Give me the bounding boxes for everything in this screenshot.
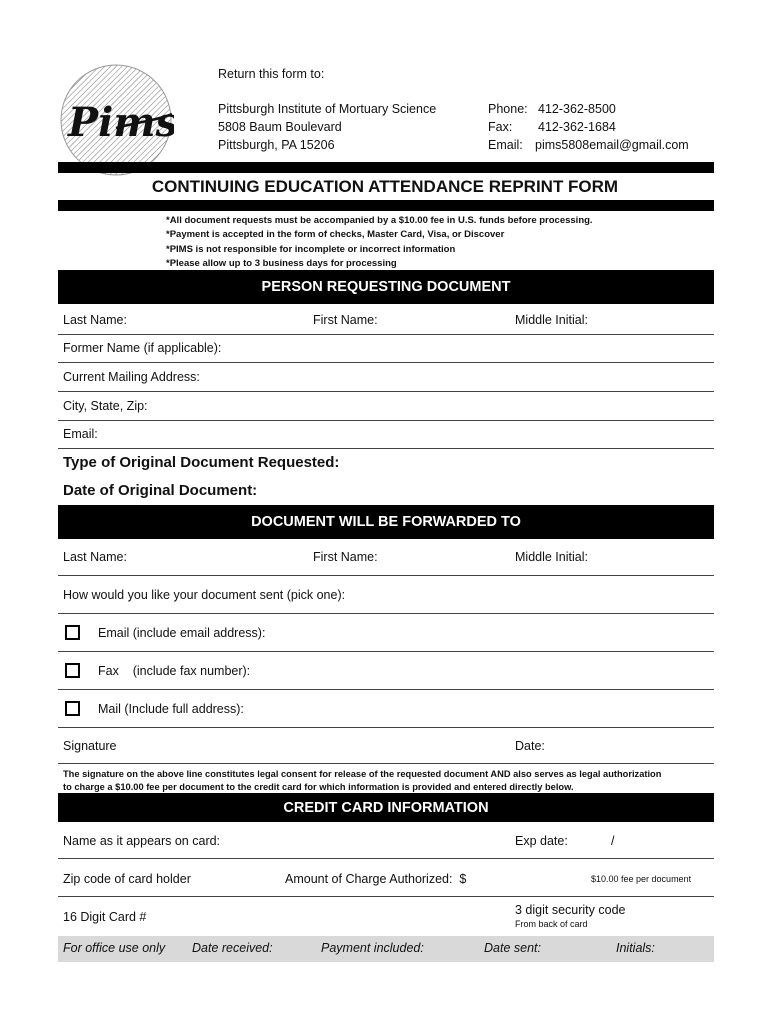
signature-label: Signature	[63, 739, 117, 753]
forward-name-line[interactable]	[58, 575, 714, 576]
phone-label: Phone:	[488, 102, 528, 116]
mail-option-line[interactable]	[58, 727, 714, 728]
date-received-label: Date received:	[192, 941, 273, 955]
requester-email-label: Email:	[63, 427, 98, 441]
doc-type-label: Type of Original Document Requested:	[63, 454, 340, 471]
address-line-2: 5808 Baum Boulevard	[218, 120, 342, 134]
payment-included-label: Payment included:	[321, 941, 424, 955]
city-state-zip-line[interactable]	[58, 420, 714, 421]
amount-authorized-label: Amount of Charge Authorized: $	[285, 872, 467, 886]
fax-option-line[interactable]	[58, 689, 714, 690]
office-use-label: For office use only	[63, 941, 166, 955]
note-4: *Please allow up to 3 business days for processing	[166, 257, 397, 269]
email-value: pims5808email@gmail.com	[535, 138, 689, 152]
fax-label: Fax:	[488, 120, 513, 134]
city-state-zip-label: City, State, Zip:	[63, 399, 148, 413]
fee-note: $10.00 fee per document	[591, 874, 692, 884]
zip-code-label: Zip code of card holder	[63, 872, 191, 886]
mail-option-checkbox[interactable]	[65, 701, 80, 716]
requester-last-name-label: Last Name:	[63, 313, 127, 327]
address-line-1: Pittsburgh Institute of Mortuary Science	[218, 102, 437, 116]
forward-first-name-label: First Name:	[313, 550, 378, 564]
title-bar-bottom	[58, 200, 714, 211]
former-name-label: Former Name (if applicable):	[63, 341, 222, 355]
section-header-requester: PERSON REQUESTING DOCUMENT	[58, 270, 714, 304]
address-line-3: Pittsburgh, PA 15206	[218, 138, 335, 152]
legal-consent-text	[63, 768, 711, 794]
name-on-card-label: Name as it appears on card:	[63, 834, 221, 848]
exp-date-slash: /	[611, 834, 615, 848]
security-code-note: From back of card	[515, 919, 588, 929]
form-title: CONTINUING EDUCATION ATTENDANCE REPRINT FORM	[151, 177, 619, 196]
note-2: *Payment is accepted in the form of checks, Master Card, Visa, or Discover	[166, 229, 505, 241]
requester-email-line[interactable]	[58, 448, 714, 449]
return-label: Return this form to:	[218, 67, 325, 81]
how-sent-line	[58, 613, 714, 614]
phone-value: 412-362-8500	[538, 102, 616, 116]
email-label: Email:	[488, 138, 523, 152]
logo-text: Pims	[68, 99, 174, 146]
name-on-card-line[interactable]	[58, 858, 714, 859]
forward-middle-initial-label: Middle Initial:	[515, 550, 588, 564]
zip-amount-line[interactable]	[58, 896, 714, 897]
email-option-line[interactable]	[58, 651, 714, 652]
email-option-checkbox[interactable]	[65, 625, 80, 640]
office-use-row	[58, 936, 714, 962]
initials-label: Initials:	[616, 941, 655, 955]
pims-logo	[58, 62, 174, 178]
section-header-credit: CREDIT CARD INFORMATION	[58, 793, 714, 822]
card-number-label: 16 Digit Card #	[63, 910, 147, 924]
legal-line-1: The signature on the above line constitutes legal consent for release of the requested document AND also serves as legal authorization	[63, 769, 662, 779]
date-sent-label: Date sent:	[484, 941, 541, 955]
forward-last-name-label: Last Name:	[63, 550, 127, 564]
signature-line[interactable]	[58, 763, 714, 764]
mailing-address-line[interactable]	[58, 391, 714, 392]
fax-option-label: Fax (include fax number):	[98, 664, 251, 678]
exp-date-label: Exp date:	[515, 834, 568, 848]
note-1: *All document requests must be accompanied by a $10.00 fee in U.S. funds before processing.	[166, 215, 593, 226]
fax-value: 412-362-1684	[538, 120, 616, 134]
mailing-address-label: Current Mailing Address:	[63, 370, 200, 384]
note-3: *PIMS is not responsible for incomplete or incorrect information	[166, 243, 456, 255]
requester-first-name-label: First Name:	[313, 313, 378, 327]
title-bar-top	[58, 162, 714, 173]
notes-list	[166, 214, 593, 271]
doc-date-label: Date of Original Document:	[63, 482, 258, 499]
email-option-label: Email (include email address):	[98, 626, 266, 640]
former-name-line[interactable]	[58, 362, 714, 363]
signature-date-label: Date:	[515, 739, 545, 753]
requester-name-line[interactable]	[58, 334, 714, 335]
requester-middle-initial-label: Middle Initial:	[515, 313, 588, 327]
mail-option-label: Mail (Include full address):	[98, 702, 244, 716]
section-header-forward: DOCUMENT WILL BE FORWARDED TO	[58, 505, 714, 539]
security-code-label: 3 digit security code	[515, 903, 626, 917]
legal-line-2: to charge a $10.00 fee per document to the credit card for which information is provided and entered directly below.	[63, 782, 574, 792]
fax-option-checkbox[interactable]	[65, 663, 80, 678]
how-sent-label: How would you like your document sent (pick one):	[63, 588, 346, 602]
